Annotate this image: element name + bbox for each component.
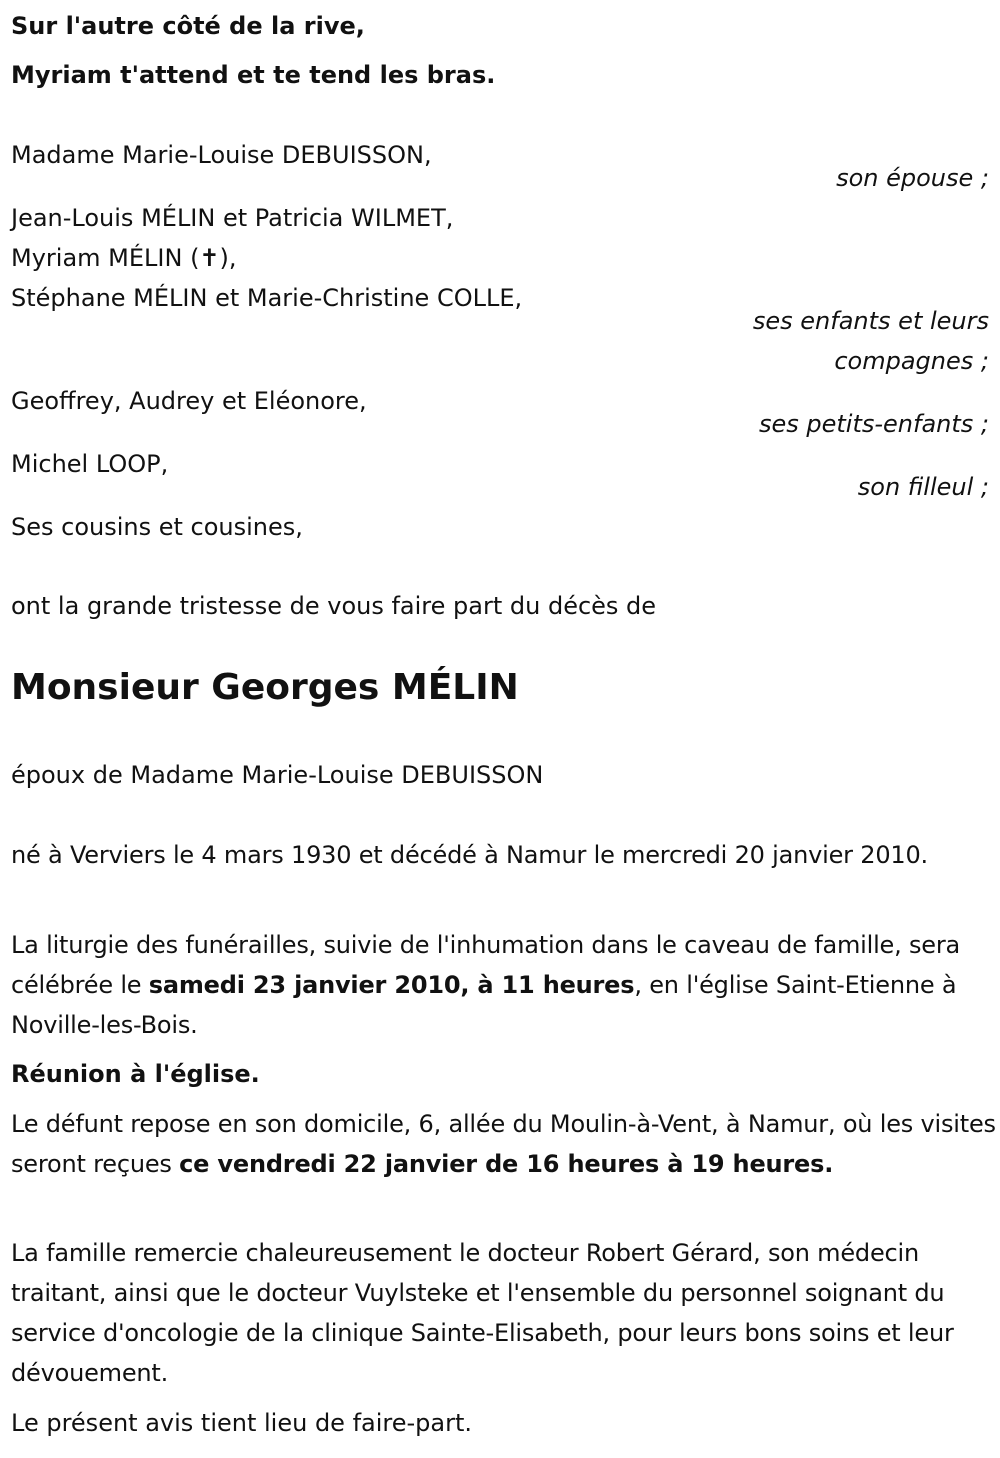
- child-2: Myriam MÉLIN (✝),: [11, 244, 237, 272]
- thanks-paragraph: La famille remercie chaleureusement le docteur Robert Gérard, son médecin traitant, ainsi que le docteur Vuylsteke et l'ensemble du personnel soignant du service d'oncologie de la clinique Sainte-Elisabeth, pour leurs bons soins et leur dévouement.: [11, 1239, 954, 1387]
- epigraph-line-1: Sur l'autre côté de la rive,: [11, 12, 365, 40]
- grandchildren: Geoffrey, Audrey et Eléonore,: [11, 387, 367, 415]
- rest-intro: Le défunt repose en son domicile, 6, allée du Moulin-à-Vent, à Namur, où les visites seront reçues: [11, 1110, 996, 1178]
- funeral-date: samedi 23 janvier 2010, à 11 heures: [148, 971, 635, 999]
- notice-line: Le présent avis tient lieu de faire-part.: [11, 1409, 473, 1437]
- announcement: ont la grande tristesse de vous faire part du décès de: [11, 592, 657, 620]
- godson: Michel LOOP,: [11, 450, 169, 478]
- children-role-line-2: compagnes ;: [834, 347, 989, 375]
- godson-role: son filleul ;: [857, 473, 989, 501]
- deceased-name: Monsieur Georges MÉLIN: [11, 667, 519, 708]
- rest-paragraph: [11, 1104, 996, 1184]
- spouse-name: Madame Marie-Louise DEBUISSON,: [11, 141, 432, 169]
- meeting-note: Réunion à l'église.: [11, 1060, 260, 1088]
- funeral-paragraph: [11, 925, 996, 1045]
- children-role-line-1: ses enfants et leurs: [752, 307, 989, 335]
- rest-visits: ce vendredi 22 janvier de 16 heures à 19 heures.: [179, 1150, 834, 1178]
- birth-death-dates: né à Verviers le 4 mars 1930 et décédé à Namur le mercredi 20 janvier 2010.: [11, 841, 928, 869]
- grandchildren-role: ses petits-enfants ;: [758, 410, 989, 438]
- funeral-intro: La liturgie des funérailles, suivie de l'inhumation dans le caveau de famille, sera célébrée le: [11, 931, 961, 999]
- spouse-role: son épouse ;: [836, 164, 989, 192]
- spouse-of: époux de Madame Marie-Louise DEBUISSON: [11, 761, 544, 789]
- cousins: Ses cousins et cousines,: [11, 513, 303, 541]
- funeral-place: , en l'église Saint-Etienne à Noville-les-Bois.: [11, 971, 957, 1039]
- child-3: Stéphane MÉLIN et Marie-Christine COLLE,: [11, 284, 523, 312]
- child-1: Jean-Louis MÉLIN et Patricia WILMET,: [11, 204, 454, 232]
- epigraph-line-2: Myriam t'attend et te tend les bras.: [11, 61, 496, 89]
